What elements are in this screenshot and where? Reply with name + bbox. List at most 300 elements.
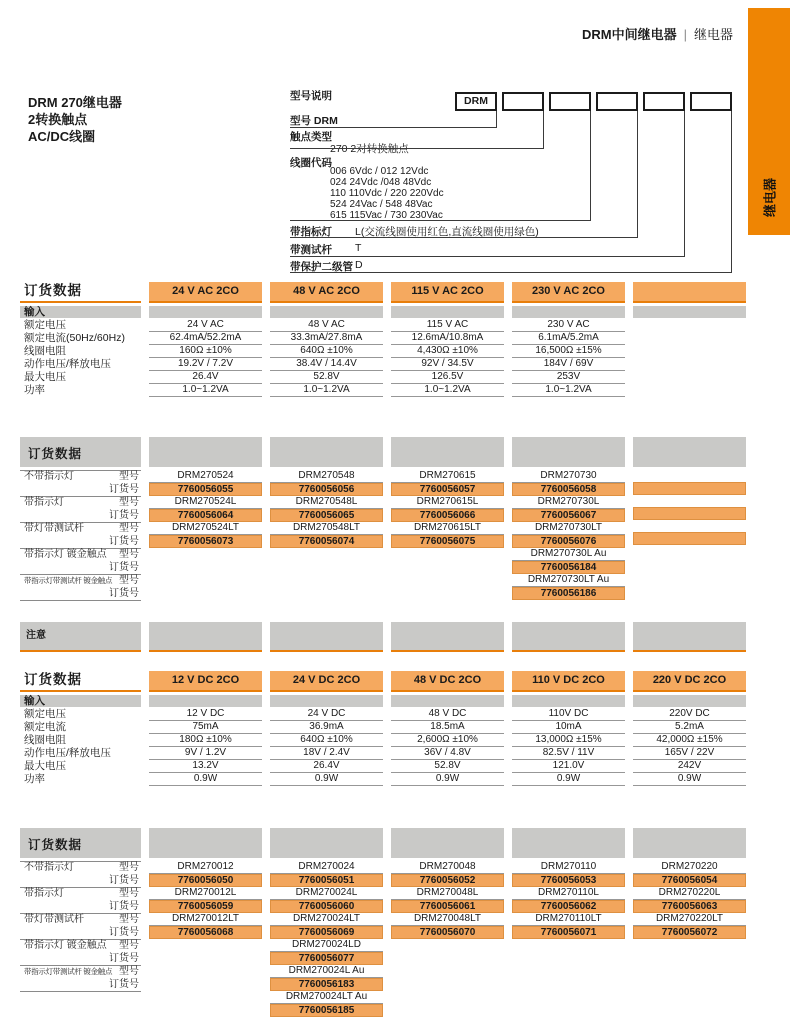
order-row-group — [20, 887, 141, 913]
order-group-row2 — [20, 587, 141, 600]
model-label: 型号 — [119, 940, 139, 951]
model-row-label: 型号 DRM — [290, 115, 338, 127]
coil-code-option: 006 6Vdc / 012 12Vdc — [330, 166, 429, 177]
order-number-cell: 7760056060 — [270, 900, 383, 913]
order-number-cell: 7760056055 — [149, 483, 262, 496]
model-number-cell — [633, 520, 746, 532]
spec-value-cell: 1.0~1.2VA — [391, 384, 504, 397]
spec-value-cell: 24 V DC — [270, 708, 383, 721]
order-number-cell: 7760056070 — [391, 926, 504, 939]
order-number-cell: 7760056068 — [149, 926, 262, 939]
spec-label-column — [20, 671, 141, 786]
order-number-label: 订货号 — [109, 588, 139, 599]
spec-value-cell: 13.2V — [149, 760, 262, 773]
model-number-cell: DRM270024LT Au — [270, 991, 383, 1004]
model-number-cell: DRM270220 — [633, 861, 746, 874]
spec-value-cell: 16,500Ω ±15% — [512, 345, 625, 358]
column-header: 115 V AC 2CO — [391, 282, 504, 303]
spec-column — [270, 282, 383, 397]
model-number-cell: DRM270012L — [149, 887, 262, 900]
product-title-line2: 2转换触点 — [28, 112, 88, 127]
model-number-cell: DRM270048L — [391, 887, 504, 900]
spec-column — [633, 282, 746, 391]
model-label: 型号 — [119, 523, 139, 534]
order-group-row2 — [20, 874, 141, 887]
category-side-tab — [748, 8, 790, 235]
orders-column — [391, 437, 504, 548]
model-number-cell: DRM270220L — [633, 887, 746, 900]
section-title: 订货数据 — [20, 282, 141, 303]
order-number-cell: 7760056050 — [149, 874, 262, 887]
order-group-row1 — [20, 914, 141, 926]
spec-value-cell: 48 V AC — [270, 319, 383, 332]
spec-column — [270, 671, 383, 786]
spec-value-cell: 0.9W — [512, 773, 625, 786]
group-label: 不带指示灯 — [24, 471, 74, 482]
model-number-cell: DRM270730LT Au — [512, 574, 625, 587]
group-label: 带指示灯 — [24, 497, 64, 508]
model-number-cell: DRM270615 — [391, 470, 504, 483]
spec-value-cell: 180Ω ±10% — [149, 734, 262, 747]
model-label: 型号 — [119, 471, 139, 482]
spec-row-label: 最大电压 — [24, 760, 66, 772]
spec-column — [149, 282, 262, 397]
product-title-line3: AC/DC线圈 — [28, 129, 96, 144]
spec-column — [633, 671, 746, 786]
order-number-label: 订货号 — [109, 927, 139, 938]
orders-header-box — [512, 828, 625, 858]
order-number-label: 订货号 — [109, 953, 139, 964]
model-number-cell: DRM270220LT — [633, 913, 746, 926]
group-label: 带指示灯带测试杆 镀金触点 — [24, 576, 113, 585]
test-rod-value: T — [355, 242, 362, 254]
spec-value-cell: 115 V AC — [391, 319, 504, 332]
model-number-cell: DRM270012 — [149, 861, 262, 874]
input-row-cell — [391, 306, 504, 318]
spec-value-cell: 4,430Ω ±10% — [391, 345, 504, 358]
model-label: 型号 — [119, 862, 139, 873]
group-label: 带指示灯带测试杆 镀金触点 — [24, 967, 113, 976]
order-number-cell: 7760056076 — [512, 535, 625, 548]
order-group-row1 — [20, 523, 141, 535]
diagram-line — [637, 111, 638, 237]
group-label: 带指示灯 镀金触点 — [24, 940, 107, 951]
order-row-group — [20, 470, 141, 496]
diagram-line — [290, 127, 497, 128]
code-box-3 — [596, 92, 638, 111]
header-title: DRM中间继电器 — [581, 27, 677, 42]
orders-header-box — [270, 828, 383, 858]
model-number-cell: DRM270048LT — [391, 913, 504, 926]
order-number-cell: 7760056065 — [270, 509, 383, 522]
order-number-cell: 7760056052 — [391, 874, 504, 887]
order-number-cell: 7760056074 — [270, 535, 383, 548]
column-header: 220 V DC 2CO — [633, 671, 746, 692]
spec-value-cell: 242V — [633, 760, 746, 773]
order-number-cell: 7760056061 — [391, 900, 504, 913]
spec-column — [149, 671, 262, 786]
contact-type-label: 触点类型 — [290, 131, 332, 143]
orders-column — [149, 828, 262, 939]
model-number-cell: DRM270024LD — [270, 939, 383, 952]
diagram-line — [543, 111, 544, 148]
order-number-cell: 7760056062 — [512, 900, 625, 913]
diagram-line — [290, 272, 732, 273]
order-group-row2 — [20, 900, 141, 913]
model-prefix-box: DRM — [455, 92, 497, 111]
model-number-cell: DRM270024L Au — [270, 965, 383, 978]
order-number-label: 订货号 — [109, 510, 139, 521]
model-number-cell: DRM270730L — [512, 496, 625, 509]
order-number-cell — [633, 507, 746, 520]
spec-value-cell: 26.4V — [270, 760, 383, 773]
orders-title-box — [20, 437, 141, 467]
column-header: 48 V DC 2CO — [391, 671, 504, 692]
order-row-group — [20, 548, 141, 574]
spec-value-cell: 1.0~1.2VA — [149, 384, 262, 397]
order-number-label: 订货号 — [109, 536, 139, 547]
order-row-group — [20, 965, 141, 991]
order-number-cell: 7760056066 — [391, 509, 504, 522]
spec-row-label: 线圈电阻 — [24, 734, 66, 746]
input-row-cell — [633, 306, 746, 318]
order-group-row2 — [20, 535, 141, 548]
spec-row-label: 额定电压 — [24, 319, 66, 331]
diagram-line — [290, 148, 544, 149]
input-row-cell — [270, 306, 383, 318]
order-number-cell: 7760056064 — [149, 509, 262, 522]
spec-value-cell — [633, 355, 746, 367]
spec-column — [391, 282, 504, 397]
spec-row-label: 额定电流(50Hz/60Hz) — [24, 332, 125, 344]
input-row-cell — [149, 695, 262, 707]
order-number-label: 订货号 — [109, 901, 139, 912]
orders-header-box — [391, 437, 504, 467]
orders-column — [512, 828, 625, 939]
column-header: 110 V DC 2CO — [512, 671, 625, 692]
input-row-label: 输入 — [20, 695, 141, 707]
spec-value-cell: 165V / 22V — [633, 747, 746, 760]
spec-value-cell: 24 V AC — [149, 319, 262, 332]
spec-column — [512, 282, 625, 397]
spec-value-cell: 12 V DC — [149, 708, 262, 721]
order-group-row1 — [20, 471, 141, 483]
order-number-cell: 7760056054 — [633, 874, 746, 887]
header-category: 继电器 — [693, 27, 733, 42]
orders-header-box — [270, 437, 383, 467]
input-row-cell — [512, 306, 625, 318]
order-number-cell: 7760056063 — [633, 900, 746, 913]
orders-column — [270, 828, 383, 1017]
order-number-cell: 7760056056 — [270, 483, 383, 496]
model-label: 型号 — [119, 914, 139, 925]
order-number-cell: 7760056183 — [270, 978, 383, 991]
model-number-cell: DRM270524LT — [149, 522, 262, 535]
orders-column — [633, 437, 746, 545]
order-group-row1 — [20, 966, 141, 978]
order-number-cell: 7760056058 — [512, 483, 625, 496]
model-number-cell: DRM270110LT — [512, 913, 625, 926]
spec-row-label: 最大电压 — [24, 371, 66, 383]
orders-label-column — [20, 828, 141, 992]
model-number-cell: DRM270524 — [149, 470, 262, 483]
orders-header-box — [633, 437, 746, 467]
model-label: 型号 — [119, 549, 139, 560]
spec-value-cell: 1.0~1.2VA — [512, 384, 625, 397]
order-row-group — [20, 913, 141, 939]
spec-value-cell: 9V / 1.2V — [149, 747, 262, 760]
spec-value-cell: 0.9W — [149, 773, 262, 786]
spec-value-cell: 0.9W — [391, 773, 504, 786]
column-header: 24 V DC 2CO — [270, 671, 383, 692]
diagram-line — [290, 220, 591, 221]
note-box — [633, 622, 746, 652]
order-number-cell: 7760056053 — [512, 874, 625, 887]
spec-value-cell — [633, 319, 746, 331]
model-number-cell: DRM270024LT — [270, 913, 383, 926]
spec-value-cell: 62.4mA/52.2mA — [149, 332, 262, 345]
model-number-cell: DRM270730 — [512, 470, 625, 483]
diode-value: D — [355, 259, 363, 271]
order-number-cell: 7760056075 — [391, 535, 504, 548]
spec-value-cell: 126.5V — [391, 371, 504, 384]
spec-value-cell: 36.9mA — [270, 721, 383, 734]
column-header — [633, 282, 746, 303]
product-title-line1: DRM 270继电器 — [28, 95, 122, 110]
model-number-cell: DRM270024 — [270, 861, 383, 874]
ac-order-table — [20, 437, 746, 602]
spec-row-label: 功率 — [24, 384, 45, 396]
order-number-cell: 7760056073 — [149, 535, 262, 548]
order-group-row2 — [20, 561, 141, 574]
coil-code-option: 024 24Vdc /048 48Vdc — [330, 177, 432, 188]
spec-value-cell: 0.9W — [270, 773, 383, 786]
spec-row-label: 动作电压/释放电压 — [24, 358, 111, 370]
product-title — [28, 94, 122, 145]
label-column-end — [20, 600, 141, 601]
order-row-group — [20, 522, 141, 548]
model-number-cell — [633, 495, 746, 507]
spec-column — [512, 671, 625, 786]
diagram-title: 型号说明 — [290, 90, 332, 102]
spec-value-cell: 6.1mA/5.2mA — [512, 332, 625, 345]
spec-value-cell: 160Ω ±10% — [149, 345, 262, 358]
header-divider: | — [683, 27, 687, 42]
spec-value-cell: 26.4V — [149, 371, 262, 384]
indicator-value: L(交流线圈使用红色,直流线圈使用绿色) — [355, 226, 539, 238]
indicator-label: 带指标灯 — [290, 226, 332, 238]
spec-value-cell: 1.0~1.2VA — [270, 384, 383, 397]
spec-value-cell: 2,600Ω ±10% — [391, 734, 504, 747]
spec-value-cell: 82.5V / 11V — [512, 747, 625, 760]
column-header: 12 V DC 2CO — [149, 671, 262, 692]
order-number-label: 订货号 — [109, 484, 139, 495]
diagram-line — [496, 111, 497, 127]
coil-code-option: 524 24Vac / 548 48Vac — [330, 199, 433, 210]
order-number-cell — [633, 482, 746, 495]
code-box-2 — [549, 92, 591, 111]
orders-column — [149, 437, 262, 548]
spec-value-cell: 33.3mA/27.8mA — [270, 332, 383, 345]
note-box — [20, 622, 141, 652]
side-tab-label: 继电器 — [762, 177, 778, 218]
model-number-cell: DRM270548 — [270, 470, 383, 483]
spec-value-cell: 52.8V — [391, 760, 504, 773]
order-number-cell: 7760056184 — [512, 561, 625, 574]
model-number-cell: DRM270615LT — [391, 522, 504, 535]
model-number-cell: DRM270024L — [270, 887, 383, 900]
model-label: 型号 — [119, 575, 139, 586]
spec-value-cell: 184V / 69V — [512, 358, 625, 371]
input-row-label: 输入 — [20, 306, 141, 318]
model-number-cell: DRM270730LT — [512, 522, 625, 535]
order-number-label: 订货号 — [109, 979, 139, 990]
spec-value-cell: 48 V DC — [391, 708, 504, 721]
spec-label-column — [20, 282, 141, 397]
spec-value-cell: 253V — [512, 371, 625, 384]
orders-title-box — [20, 828, 141, 858]
model-label: 型号 — [119, 888, 139, 899]
spec-value-cell: 220V DC — [633, 708, 746, 721]
spec-column — [391, 671, 504, 786]
note-box — [149, 622, 262, 652]
orders-column — [633, 828, 746, 939]
dc-spec-table — [20, 671, 746, 786]
group-label: 带灯带测试杆 — [24, 523, 84, 534]
orders-column — [512, 437, 625, 600]
note-box — [270, 622, 383, 652]
spec-value-cell: 36V / 4.8V — [391, 747, 504, 760]
order-group-row1 — [20, 549, 141, 561]
order-group-row1 — [20, 888, 141, 900]
input-row-cell — [270, 695, 383, 707]
order-row-group — [20, 574, 141, 600]
order-number-cell: 7760056057 — [391, 483, 504, 496]
order-number-cell: 7760056072 — [633, 926, 746, 939]
coil-code-label: 线圈代码 — [290, 157, 332, 169]
section-title: 订货数据 — [28, 838, 83, 852]
model-number-cell: DRM270110 — [512, 861, 625, 874]
order-number-cell: 7760056069 — [270, 926, 383, 939]
order-group-row1 — [20, 497, 141, 509]
spec-value-cell: 19.2V / 7.2V — [149, 358, 262, 371]
note-label: 注意 — [26, 630, 46, 641]
group-label: 带灯带测试杆 — [24, 914, 84, 925]
model-number-cell: DRM270548LT — [270, 522, 383, 535]
orders-header-box — [633, 828, 746, 858]
order-group-row1 — [20, 940, 141, 952]
column-header: 230 V AC 2CO — [512, 282, 625, 303]
input-row-cell — [512, 695, 625, 707]
diagram-line — [590, 111, 591, 220]
note-box — [512, 622, 625, 652]
orders-column — [391, 828, 504, 939]
order-group-row2 — [20, 483, 141, 496]
model-number-cell: DRM270730L Au — [512, 548, 625, 561]
model-label: 型号 — [119, 497, 139, 508]
orders-header-box — [149, 437, 262, 467]
model-number-cell: DRM270012LT — [149, 913, 262, 926]
spec-row-label: 动作电压/释放电压 — [24, 747, 111, 759]
order-group-row1 — [20, 575, 141, 587]
code-box-4 — [643, 92, 685, 111]
model-number-cell: DRM270548L — [270, 496, 383, 509]
coil-code-option: 615 115Vac / 730 230Vac — [330, 210, 443, 221]
ac-spec-table — [20, 282, 746, 397]
model-number-cell: DRM270524L — [149, 496, 262, 509]
spec-value-cell — [633, 379, 746, 391]
label-column-end — [20, 991, 141, 992]
orders-header-box — [391, 828, 504, 858]
order-group-row2 — [20, 952, 141, 965]
order-number-cell: 7760056071 — [512, 926, 625, 939]
section-title: 订货数据 — [20, 671, 141, 692]
spec-value-cell: 12.6mA/10.8mA — [391, 332, 504, 345]
order-number-cell: 7760056186 — [512, 587, 625, 600]
order-row-group — [20, 861, 141, 887]
order-group-row1 — [20, 862, 141, 874]
order-number-label: 订货号 — [109, 562, 139, 573]
spec-value-cell — [633, 367, 746, 379]
spec-value-cell: 42,000Ω ±15% — [633, 734, 746, 747]
spec-value-cell: 640Ω ±10% — [270, 734, 383, 747]
coil-code-option: 110 110Vdc / 220 220Vdc — [330, 188, 444, 199]
contact-type-value: 270 2对转换触点 — [330, 143, 409, 155]
spec-row-label: 额定电流 — [24, 721, 66, 733]
model-number-cell: DRM270110L — [512, 887, 625, 900]
spec-value-cell: 13,000Ω ±15% — [512, 734, 625, 747]
spec-value-cell: 5.2mA — [633, 721, 746, 734]
spec-value-cell: 75mA — [149, 721, 262, 734]
model-label: 型号 — [119, 966, 139, 977]
model-number-cell — [633, 470, 746, 482]
spec-value-cell — [633, 331, 746, 343]
page-header — [582, 24, 733, 43]
order-number-cell: 7760056067 — [512, 509, 625, 522]
spec-value-cell: 121.0V — [512, 760, 625, 773]
input-row-cell — [391, 695, 504, 707]
order-number-cell: 7760056059 — [149, 900, 262, 913]
section-title: 订货数据 — [28, 447, 83, 461]
order-group-row2 — [20, 978, 141, 991]
spec-value-cell: 640Ω ±10% — [270, 345, 383, 358]
diagram-line — [731, 111, 732, 272]
orders-header-box — [149, 828, 262, 858]
order-number-cell: 7760056185 — [270, 1004, 383, 1017]
input-row-cell — [149, 306, 262, 318]
note-box — [391, 622, 504, 652]
order-number-cell: 7760056077 — [270, 952, 383, 965]
diagram-line — [290, 256, 685, 257]
spec-value-cell: 230 V AC — [512, 319, 625, 332]
model-number-cell: DRM270615L — [391, 496, 504, 509]
diode-label: 带保护二级管 — [290, 261, 353, 273]
spec-value-cell: 92V / 34.5V — [391, 358, 504, 371]
spec-row-label: 线圈电阻 — [24, 345, 66, 357]
order-group-row2 — [20, 509, 141, 522]
group-label: 带指示灯 镀金触点 — [24, 549, 107, 560]
spec-row-label: 额定电压 — [24, 708, 66, 720]
code-box-5 — [690, 92, 732, 111]
spec-value-cell: 52.8V — [270, 371, 383, 384]
spec-value-cell: 18.5mA — [391, 721, 504, 734]
order-number-cell — [633, 532, 746, 545]
order-number-label: 订货号 — [109, 875, 139, 886]
spec-row-label: 功率 — [24, 773, 45, 785]
orders-header-box — [512, 437, 625, 467]
spec-value-cell: 10mA — [512, 721, 625, 734]
spec-value-cell: 0.9W — [633, 773, 746, 786]
